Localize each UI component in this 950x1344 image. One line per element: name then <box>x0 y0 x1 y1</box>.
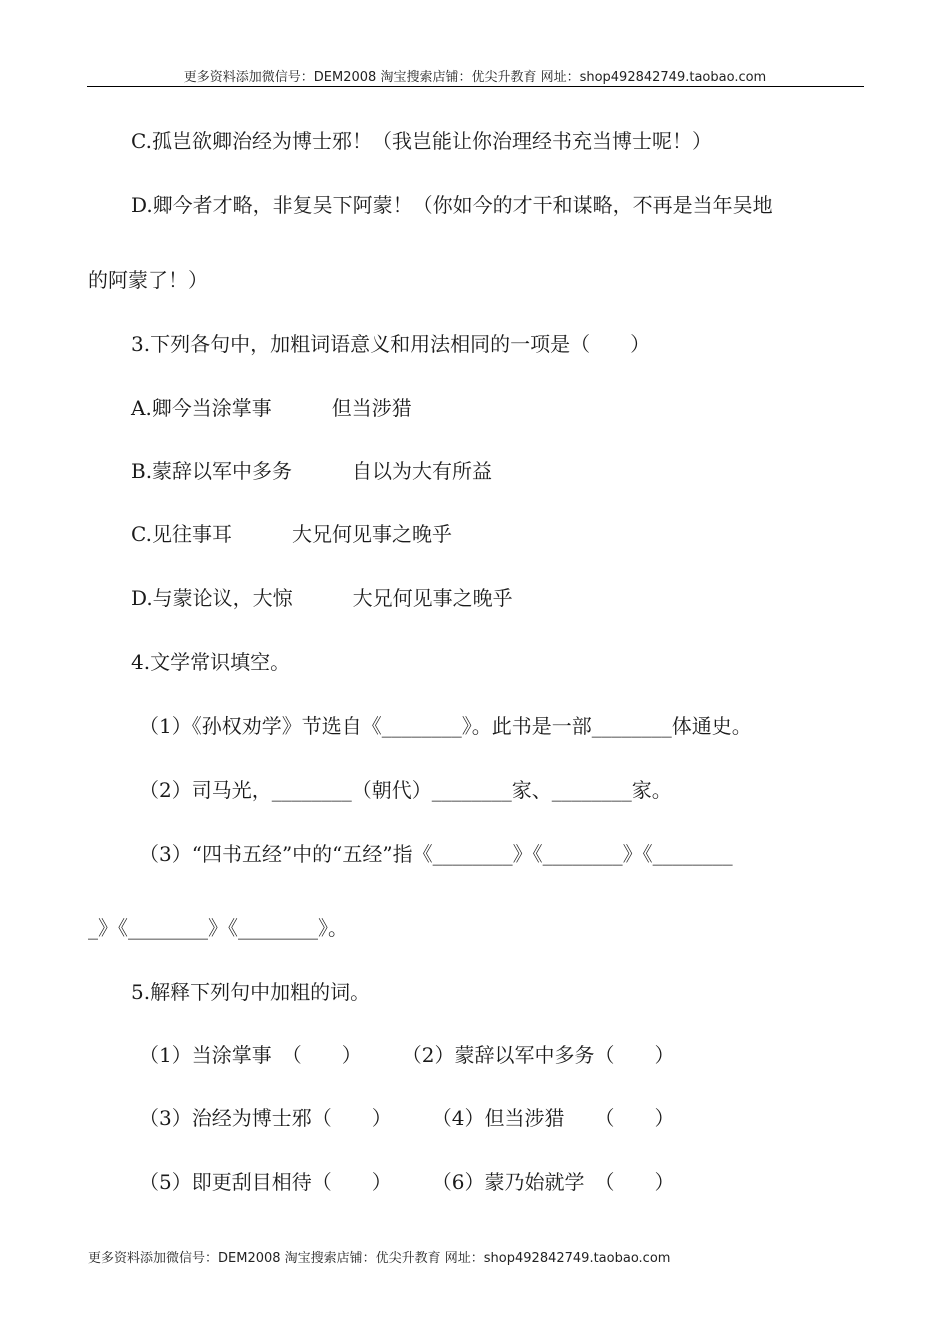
question-3: 3.下列各句中，加粗词语意义和用法相同的一项是（ ） <box>131 332 651 356</box>
q5-row-3: （5）即更刮目相待（ ） （6）蒙乃始就学 （ ） <box>139 1170 675 1194</box>
q4-item-3-continued: _》《________》《________》。 <box>88 916 348 940</box>
q4-item-2: （2）司马光，________（朝代）________家、________家。 <box>139 778 672 802</box>
page-header: 更多资料添加微信号：DEM2008 淘宝搜索店铺：优尖升教育 网址：shop492842749.taobao.com <box>183 70 767 85</box>
header-divider <box>87 86 864 87</box>
q3-option-c: C.见往事耳 大兄何见事之晚乎 <box>131 522 452 546</box>
q4-item-3: （3）“四书五经”中的“五经”指《________》《________》《________ <box>139 842 733 866</box>
page-footer: 更多资料添加微信号：DEM2008 淘宝搜索店铺：优尖升教育 网址：shop492842749.taobao.com <box>88 1251 671 1266</box>
question-5: 5.解释下列句中加粗的词。 <box>131 980 371 1004</box>
q3-option-d: D.与蒙论议，大惊 大兄何见事之晚乎 <box>131 586 513 610</box>
option-c-line: C.孤岂欲卿治经为博士邪！（我岂能让你治理经书充当博士呢！） <box>131 129 712 153</box>
q5-row-1: （1）当涂掌事 （ ） （2）蒙辞以军中多务（ ） <box>139 1043 675 1067</box>
q3-option-a: A.卿今当涂掌事 但当涉猎 <box>131 396 412 420</box>
option-d-continued: 的阿蒙了！） <box>88 268 208 292</box>
q3-option-b: B.蒙辞以军中多务 自以为大有所益 <box>131 459 493 483</box>
q4-item-1: （1）《孙权劝学》节选自《________》。此书是一部________体通史。 <box>139 714 752 738</box>
q5-row-2: （3）治经为博士邪（ ） （4）但当涉猎 （ ） <box>139 1106 675 1130</box>
question-4: 4.文学常识填空。 <box>131 650 291 674</box>
option-d-line: D.卿今者才略，非复吴下阿蒙！（你如今的才干和谋略，不再是当年吴地 <box>131 193 773 217</box>
